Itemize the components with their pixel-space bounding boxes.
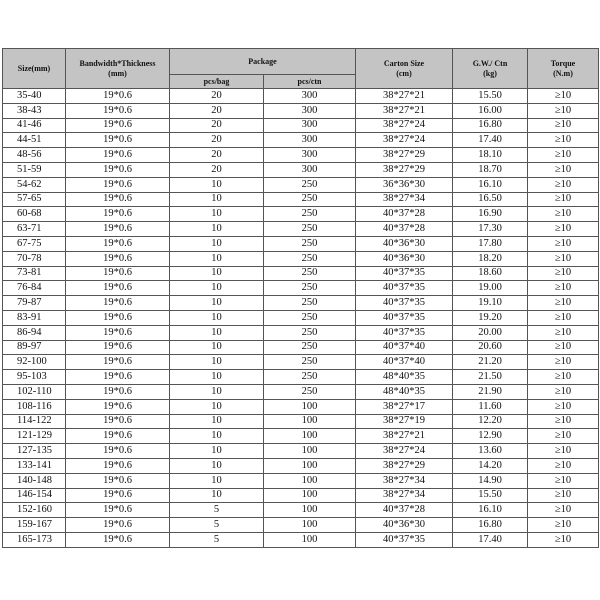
spec-table <box>2 48 599 548</box>
cell-torque: ≥10 <box>528 266 599 281</box>
header-torque-unit: (N.m) <box>553 68 573 78</box>
cell-gross-weight: 21.50 <box>453 370 528 385</box>
cell-gross-weight: 19.00 <box>453 281 528 296</box>
cell-bandwidth-thickness: 19*0.6 <box>66 89 170 104</box>
cell-pcs-bag: 20 <box>170 148 264 163</box>
cell-torque: ≥10 <box>528 103 599 118</box>
cell-torque: ≥10 <box>528 133 599 148</box>
cell-carton-size: 40*37*35 <box>356 296 453 311</box>
cell-gross-weight: 15.50 <box>453 488 528 503</box>
table-row <box>3 103 599 118</box>
cell-carton-size: 40*37*35 <box>356 266 453 281</box>
cell-bandwidth-thickness: 19*0.6 <box>66 207 170 222</box>
cell-pcs-bag: 10 <box>170 192 264 207</box>
cell-size: 38-43 <box>3 103 66 118</box>
cell-pcs-bag: 5 <box>170 532 264 547</box>
cell-gross-weight: 20.60 <box>453 340 528 355</box>
cell-carton-size: 40*37*28 <box>356 207 453 222</box>
cell-size: 67-75 <box>3 236 66 251</box>
cell-pcs-bag: 10 <box>170 222 264 237</box>
cell-torque: ≥10 <box>528 414 599 429</box>
cell-pcs-ctn: 250 <box>264 177 356 192</box>
cell-bandwidth-thickness: 19*0.6 <box>66 340 170 355</box>
cell-size: 133-141 <box>3 458 66 473</box>
cell-pcs-bag: 10 <box>170 236 264 251</box>
table-row <box>3 89 599 104</box>
cell-carton-size: 38*27*17 <box>356 399 453 414</box>
cell-torque: ≥10 <box>528 251 599 266</box>
cell-pcs-bag: 5 <box>170 518 264 533</box>
cell-pcs-bag: 10 <box>170 281 264 296</box>
cell-carton-size: 40*37*40 <box>356 340 453 355</box>
cell-bandwidth-thickness: 19*0.6 <box>66 488 170 503</box>
header-bandwidth-unit: (mm) <box>108 68 127 78</box>
cell-carton-size: 36*36*30 <box>356 177 453 192</box>
cell-pcs-bag: 10 <box>170 207 264 222</box>
cell-pcs-ctn: 250 <box>264 384 356 399</box>
cell-pcs-bag: 20 <box>170 162 264 177</box>
cell-pcs-ctn: 250 <box>264 236 356 251</box>
cell-pcs-ctn: 100 <box>264 458 356 473</box>
cell-carton-size: 38*27*24 <box>356 444 453 459</box>
cell-pcs-ctn: 100 <box>264 429 356 444</box>
cell-gross-weight: 16.80 <box>453 118 528 133</box>
cell-size: 57-65 <box>3 192 66 207</box>
cell-pcs-bag: 10 <box>170 429 264 444</box>
cell-size: 165-173 <box>3 532 66 547</box>
cell-size: 152-160 <box>3 503 66 518</box>
cell-torque: ≥10 <box>528 89 599 104</box>
cell-gross-weight: 12.20 <box>453 414 528 429</box>
cell-bandwidth-thickness: 19*0.6 <box>66 192 170 207</box>
cell-carton-size: 40*37*35 <box>356 532 453 547</box>
header-package: Package <box>170 49 356 75</box>
cell-gross-weight: 16.80 <box>453 518 528 533</box>
cell-pcs-ctn: 250 <box>264 355 356 370</box>
cell-torque: ≥10 <box>528 207 599 222</box>
cell-pcs-ctn: 300 <box>264 148 356 163</box>
cell-size: 60-68 <box>3 207 66 222</box>
table-row <box>3 162 599 177</box>
cell-gross-weight: 14.20 <box>453 458 528 473</box>
cell-bandwidth-thickness: 19*0.6 <box>66 148 170 163</box>
cell-carton-size: 38*27*19 <box>356 414 453 429</box>
cell-carton-size: 40*36*30 <box>356 251 453 266</box>
cell-carton-size: 40*37*35 <box>356 310 453 325</box>
header-torque <box>528 49 599 89</box>
cell-pcs-ctn: 250 <box>264 251 356 266</box>
cell-pcs-bag: 10 <box>170 310 264 325</box>
cell-bandwidth-thickness: 19*0.6 <box>66 162 170 177</box>
cell-size: 92-100 <box>3 355 66 370</box>
cell-gross-weight: 21.90 <box>453 384 528 399</box>
cell-carton-size: 40*37*40 <box>356 355 453 370</box>
cell-bandwidth-thickness: 19*0.6 <box>66 370 170 385</box>
table-row <box>3 310 599 325</box>
header-pcs-ctn: pcs/ctn <box>264 75 356 89</box>
table-row <box>3 340 599 355</box>
table-row <box>3 133 599 148</box>
cell-size: 108-116 <box>3 399 66 414</box>
cell-size: 146-154 <box>3 488 66 503</box>
cell-torque: ≥10 <box>528 370 599 385</box>
cell-size: 70-78 <box>3 251 66 266</box>
cell-pcs-bag: 10 <box>170 251 264 266</box>
cell-carton-size: 40*37*28 <box>356 503 453 518</box>
cell-size: 73-81 <box>3 266 66 281</box>
cell-pcs-ctn: 250 <box>264 296 356 311</box>
cell-carton-size: 40*36*30 <box>356 236 453 251</box>
cell-size: 51-59 <box>3 162 66 177</box>
header-gross-weight <box>453 49 528 89</box>
cell-size: 140-148 <box>3 473 66 488</box>
table-row <box>3 458 599 473</box>
cell-torque: ≥10 <box>528 429 599 444</box>
cell-carton-size: 38*27*21 <box>356 103 453 118</box>
cell-pcs-ctn: 250 <box>264 310 356 325</box>
cell-pcs-bag: 20 <box>170 103 264 118</box>
cell-bandwidth-thickness: 19*0.6 <box>66 414 170 429</box>
cell-carton-size: 38*27*29 <box>356 458 453 473</box>
table-row <box>3 177 599 192</box>
cell-pcs-bag: 10 <box>170 488 264 503</box>
cell-bandwidth-thickness: 19*0.6 <box>66 325 170 340</box>
cell-bandwidth-thickness: 19*0.6 <box>66 236 170 251</box>
cell-bandwidth-thickness: 19*0.6 <box>66 532 170 547</box>
cell-pcs-ctn: 100 <box>264 503 356 518</box>
cell-torque: ≥10 <box>528 310 599 325</box>
cell-pcs-ctn: 100 <box>264 444 356 459</box>
table-row <box>3 399 599 414</box>
cell-pcs-bag: 10 <box>170 473 264 488</box>
cell-carton-size: 38*27*24 <box>356 118 453 133</box>
cell-pcs-bag: 10 <box>170 444 264 459</box>
cell-pcs-ctn: 300 <box>264 162 356 177</box>
cell-carton-size: 48*40*35 <box>356 370 453 385</box>
cell-pcs-bag: 10 <box>170 384 264 399</box>
table-row <box>3 444 599 459</box>
cell-bandwidth-thickness: 19*0.6 <box>66 177 170 192</box>
cell-gross-weight: 13.60 <box>453 444 528 459</box>
cell-pcs-ctn: 250 <box>264 281 356 296</box>
cell-pcs-ctn: 250 <box>264 340 356 355</box>
cell-carton-size: 48*40*35 <box>356 384 453 399</box>
cell-pcs-ctn: 300 <box>264 103 356 118</box>
cell-bandwidth-thickness: 19*0.6 <box>66 296 170 311</box>
header-pcs-bag: pcs/bag <box>170 75 264 89</box>
table-body <box>3 89 599 548</box>
cell-gross-weight: 19.10 <box>453 296 528 311</box>
cell-gross-weight: 16.50 <box>453 192 528 207</box>
cell-pcs-ctn: 100 <box>264 414 356 429</box>
cell-pcs-ctn: 250 <box>264 370 356 385</box>
cell-torque: ≥10 <box>528 281 599 296</box>
cell-torque: ≥10 <box>528 355 599 370</box>
cell-pcs-ctn: 300 <box>264 118 356 133</box>
cell-torque: ≥10 <box>528 177 599 192</box>
cell-pcs-ctn: 250 <box>264 192 356 207</box>
cell-bandwidth-thickness: 19*0.6 <box>66 355 170 370</box>
cell-carton-size: 38*27*34 <box>356 473 453 488</box>
table-row <box>3 325 599 340</box>
header-gw-label: G.W./ Ctn <box>472 58 508 68</box>
cell-torque: ≥10 <box>528 473 599 488</box>
cell-bandwidth-thickness: 19*0.6 <box>66 429 170 444</box>
cell-torque: ≥10 <box>528 518 599 533</box>
cell-torque: ≥10 <box>528 148 599 163</box>
table-row <box>3 281 599 296</box>
cell-size: 79-87 <box>3 296 66 311</box>
cell-pcs-bag: 20 <box>170 133 264 148</box>
cell-torque: ≥10 <box>528 296 599 311</box>
cell-gross-weight: 21.20 <box>453 355 528 370</box>
cell-size: 95-103 <box>3 370 66 385</box>
cell-pcs-ctn: 300 <box>264 89 356 104</box>
cell-gross-weight: 17.30 <box>453 222 528 237</box>
cell-carton-size: 38*27*24 <box>356 133 453 148</box>
cell-torque: ≥10 <box>528 325 599 340</box>
cell-torque: ≥10 <box>528 399 599 414</box>
table-row <box>3 266 599 281</box>
cell-pcs-bag: 20 <box>170 118 264 133</box>
header-carton-size <box>356 49 453 89</box>
table-row <box>3 222 599 237</box>
cell-carton-size: 38*27*21 <box>356 429 453 444</box>
cell-gross-weight: 20.00 <box>453 325 528 340</box>
header-gw-unit: (kg) <box>483 68 497 78</box>
cell-pcs-bag: 10 <box>170 458 264 473</box>
cell-size: 127-135 <box>3 444 66 459</box>
cell-gross-weight: 17.40 <box>453 133 528 148</box>
cell-carton-size: 38*27*29 <box>356 148 453 163</box>
cell-size: 114-122 <box>3 414 66 429</box>
cell-bandwidth-thickness: 19*0.6 <box>66 281 170 296</box>
table-row <box>3 532 599 547</box>
cell-pcs-ctn: 100 <box>264 473 356 488</box>
cell-size: 89-97 <box>3 340 66 355</box>
cell-pcs-bag: 10 <box>170 296 264 311</box>
table-row <box>3 118 599 133</box>
cell-pcs-bag: 10 <box>170 266 264 281</box>
cell-torque: ≥10 <box>528 488 599 503</box>
cell-pcs-ctn: 250 <box>264 207 356 222</box>
cell-torque: ≥10 <box>528 236 599 251</box>
cell-size: 86-94 <box>3 325 66 340</box>
cell-bandwidth-thickness: 19*0.6 <box>66 518 170 533</box>
table-row <box>3 488 599 503</box>
table-row <box>3 503 599 518</box>
table-row <box>3 473 599 488</box>
cell-torque: ≥10 <box>528 222 599 237</box>
cell-gross-weight: 17.40 <box>453 532 528 547</box>
cell-size: 83-91 <box>3 310 66 325</box>
cell-size: 48-56 <box>3 148 66 163</box>
header-bandwidth-label: Bandwidth*Thickness <box>79 58 156 68</box>
cell-bandwidth-thickness: 19*0.6 <box>66 503 170 518</box>
cell-pcs-ctn: 100 <box>264 488 356 503</box>
cell-pcs-bag: 10 <box>170 370 264 385</box>
cell-carton-size: 38*27*34 <box>356 488 453 503</box>
cell-torque: ≥10 <box>528 384 599 399</box>
cell-pcs-ctn: 100 <box>264 399 356 414</box>
cell-pcs-bag: 10 <box>170 355 264 370</box>
cell-torque: ≥10 <box>528 340 599 355</box>
cell-gross-weight: 15.50 <box>453 89 528 104</box>
table-row <box>3 148 599 163</box>
cell-size: 54-62 <box>3 177 66 192</box>
cell-carton-size: 40*37*35 <box>356 325 453 340</box>
cell-pcs-bag: 10 <box>170 399 264 414</box>
cell-size: 76-84 <box>3 281 66 296</box>
cell-bandwidth-thickness: 19*0.6 <box>66 384 170 399</box>
cell-torque: ≥10 <box>528 162 599 177</box>
cell-size: 102-110 <box>3 384 66 399</box>
cell-bandwidth-thickness: 19*0.6 <box>66 473 170 488</box>
cell-size: 35-40 <box>3 89 66 104</box>
table-row <box>3 518 599 533</box>
cell-carton-size: 38*27*29 <box>356 162 453 177</box>
cell-pcs-bag: 10 <box>170 177 264 192</box>
cell-torque: ≥10 <box>528 118 599 133</box>
cell-pcs-ctn: 100 <box>264 532 356 547</box>
cell-gross-weight: 18.10 <box>453 148 528 163</box>
cell-gross-weight: 16.00 <box>453 103 528 118</box>
header-carton-label: Carton Size <box>383 58 425 68</box>
cell-gross-weight: 16.10 <box>453 503 528 518</box>
cell-torque: ≥10 <box>528 192 599 207</box>
table-row <box>3 414 599 429</box>
cell-bandwidth-thickness: 19*0.6 <box>66 222 170 237</box>
cell-torque: ≥10 <box>528 503 599 518</box>
table-row <box>3 355 599 370</box>
cell-bandwidth-thickness: 19*0.6 <box>66 118 170 133</box>
cell-gross-weight: 12.90 <box>453 429 528 444</box>
cell-gross-weight: 11.60 <box>453 399 528 414</box>
cell-carton-size: 40*37*35 <box>356 281 453 296</box>
table-header <box>3 49 599 89</box>
cell-pcs-ctn: 250 <box>264 325 356 340</box>
cell-pcs-bag: 5 <box>170 503 264 518</box>
cell-pcs-ctn: 100 <box>264 518 356 533</box>
cell-pcs-ctn: 300 <box>264 133 356 148</box>
table-row <box>3 251 599 266</box>
cell-pcs-bag: 20 <box>170 89 264 104</box>
cell-pcs-bag: 10 <box>170 340 264 355</box>
cell-gross-weight: 18.60 <box>453 266 528 281</box>
header-torque-label: Torque <box>550 58 576 68</box>
header-size: Size(mm) <box>3 49 66 89</box>
cell-bandwidth-thickness: 19*0.6 <box>66 133 170 148</box>
cell-gross-weight: 18.20 <box>453 251 528 266</box>
cell-bandwidth-thickness: 19*0.6 <box>66 444 170 459</box>
cell-torque: ≥10 <box>528 444 599 459</box>
cell-size: 159-167 <box>3 518 66 533</box>
table-row <box>3 296 599 311</box>
cell-pcs-bag: 10 <box>170 325 264 340</box>
cell-gross-weight: 19.20 <box>453 310 528 325</box>
table-row <box>3 192 599 207</box>
table-row <box>3 236 599 251</box>
cell-torque: ≥10 <box>528 532 599 547</box>
cell-size: 63-71 <box>3 222 66 237</box>
cell-size: 41-46 <box>3 118 66 133</box>
header-bandwidth-thickness <box>66 49 170 89</box>
cell-gross-weight: 16.90 <box>453 207 528 222</box>
table-row <box>3 384 599 399</box>
table-row <box>3 429 599 444</box>
cell-pcs-ctn: 250 <box>264 222 356 237</box>
cell-bandwidth-thickness: 19*0.6 <box>66 251 170 266</box>
cell-torque: ≥10 <box>528 458 599 473</box>
table-row <box>3 207 599 222</box>
cell-bandwidth-thickness: 19*0.6 <box>66 266 170 281</box>
cell-carton-size: 40*36*30 <box>356 518 453 533</box>
cell-size: 121-129 <box>3 429 66 444</box>
cell-pcs-bag: 10 <box>170 414 264 429</box>
cell-gross-weight: 14.90 <box>453 473 528 488</box>
table-row <box>3 370 599 385</box>
cell-carton-size: 38*27*21 <box>356 89 453 104</box>
cell-size: 44-51 <box>3 133 66 148</box>
cell-carton-size: 40*37*28 <box>356 222 453 237</box>
header-carton-unit: (cm) <box>396 68 412 78</box>
cell-carton-size: 38*27*34 <box>356 192 453 207</box>
cell-gross-weight: 17.80 <box>453 236 528 251</box>
cell-bandwidth-thickness: 19*0.6 <box>66 310 170 325</box>
cell-bandwidth-thickness: 19*0.6 <box>66 103 170 118</box>
cell-bandwidth-thickness: 19*0.6 <box>66 399 170 414</box>
cell-bandwidth-thickness: 19*0.6 <box>66 458 170 473</box>
cell-gross-weight: 18.70 <box>453 162 528 177</box>
cell-gross-weight: 16.10 <box>453 177 528 192</box>
cell-pcs-ctn: 250 <box>264 266 356 281</box>
